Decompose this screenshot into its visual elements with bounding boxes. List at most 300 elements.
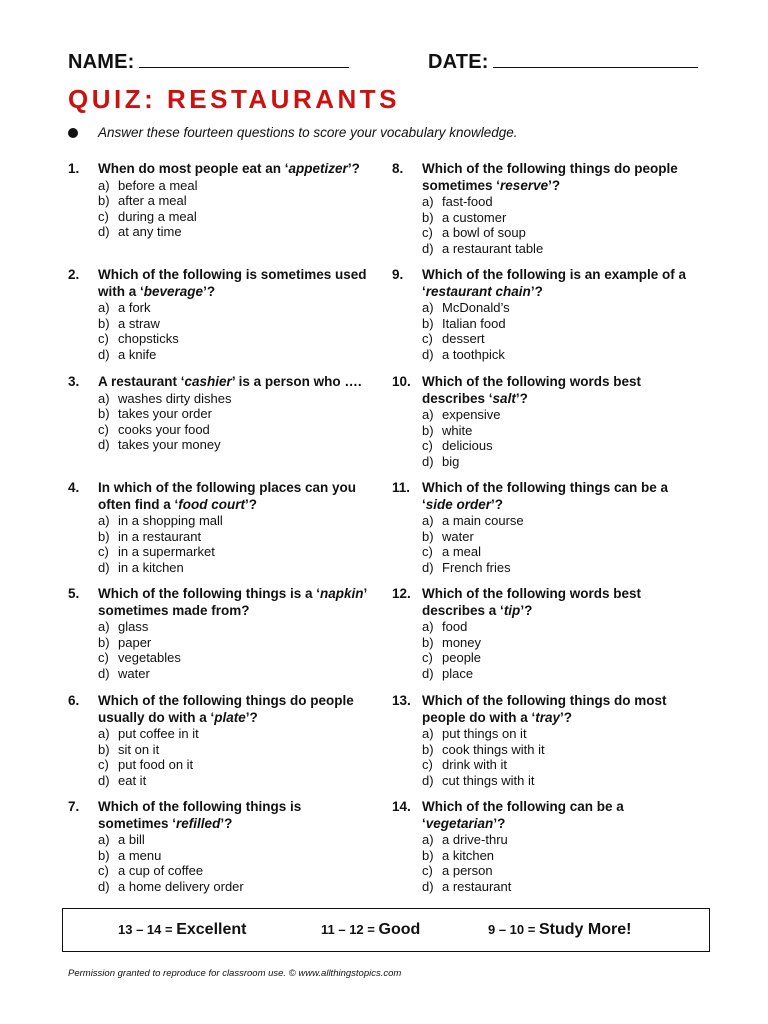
question-heading — [392, 267, 692, 300]
score-good — [321, 921, 420, 939]
option-letter: b) — [422, 209, 434, 225]
score-label: Good — [378, 921, 421, 938]
vocabulary-term: vegetarian — [425, 815, 494, 831]
question-heading — [68, 799, 368, 832]
question-text-post: ’? — [515, 390, 528, 406]
option-text: at any time — [118, 224, 182, 239]
score-range: 11 – 12 = — [321, 922, 375, 937]
option-text: after a meal — [118, 193, 187, 208]
option-letter: c) — [98, 757, 109, 772]
option-letter: c) — [98, 650, 109, 665]
question-text — [422, 693, 692, 726]
question-text — [422, 267, 692, 300]
option-letter: d) — [98, 665, 110, 681]
option-letter: b) — [98, 315, 110, 331]
question-10 — [392, 374, 692, 469]
score-range: 13 – 14 = — [118, 922, 173, 937]
question-number: 5. — [68, 586, 80, 601]
question-8 — [392, 161, 692, 256]
option-text: a toothpick — [442, 346, 505, 362]
score-label: Excellent — [176, 921, 247, 938]
answer-option[interactable] — [422, 635, 692, 651]
answer-option[interactable] — [422, 331, 692, 347]
vocabulary-term: appetizer — [288, 161, 348, 176]
score-key-box — [62, 908, 710, 952]
option-text: white — [442, 422, 473, 438]
question-text-post: ’? — [548, 177, 561, 193]
vocabulary-term: tray — [535, 709, 561, 725]
option-letter: a) — [422, 619, 434, 634]
bullet-icon — [68, 128, 78, 138]
option-letter: b) — [422, 528, 434, 544]
question-text — [98, 586, 368, 619]
option-text: delicious — [442, 438, 493, 453]
option-text: a meal — [442, 544, 482, 559]
question-number: 10. — [392, 374, 411, 389]
option-letter: a) — [422, 407, 434, 422]
option-letter: b) — [422, 315, 434, 331]
answer-options — [422, 407, 692, 469]
option-text: before a meal — [118, 177, 198, 193]
option-text: drink with it — [442, 757, 508, 772]
question-text-pre: Which of the following words best describes a ‘ — [422, 586, 641, 618]
answer-option[interactable] — [98, 848, 368, 864]
answer-options — [98, 832, 368, 894]
answer-option[interactable] — [98, 224, 368, 240]
answer-option[interactable] — [422, 863, 692, 879]
question-number: 4. — [68, 480, 80, 495]
answer-options — [98, 178, 368, 240]
score-excellent — [118, 921, 246, 939]
answer-option[interactable] — [422, 454, 692, 470]
option-text: vegetables — [118, 650, 181, 665]
answer-option[interactable] — [98, 193, 368, 209]
option-text: a bowl of soup — [442, 225, 526, 240]
question-12 — [392, 586, 692, 681]
option-letter: d) — [422, 665, 434, 681]
option-letter: d) — [98, 437, 110, 452]
answer-option[interactable] — [422, 316, 692, 332]
option-text: a person — [442, 863, 493, 878]
option-letter: d) — [98, 224, 110, 239]
option-text: a cup of coffee — [118, 863, 204, 878]
answer-option[interactable] — [98, 619, 368, 635]
question-number: 3. — [68, 374, 80, 389]
answer-option[interactable] — [98, 529, 368, 545]
answer-option[interactable] — [422, 879, 692, 895]
option-text: a fork — [118, 300, 151, 315]
question-text-post: ’ sometimes made from? — [98, 586, 367, 618]
answer-option[interactable] — [98, 742, 368, 758]
question-7 — [68, 799, 368, 894]
answer-options — [422, 194, 692, 256]
option-letter: c) — [422, 757, 433, 772]
option-letter: a) — [98, 300, 110, 315]
question-text-pre: Which of the following things can be a ‘ — [422, 480, 668, 512]
answer-option[interactable] — [422, 225, 692, 241]
answer-option[interactable] — [422, 300, 692, 316]
option-text: a bill — [118, 832, 145, 847]
option-letter: a) — [98, 726, 110, 741]
answer-option[interactable] — [422, 726, 692, 742]
option-text: money — [442, 634, 482, 650]
question-text-post: ’? — [493, 815, 506, 831]
option-text: fast-food — [442, 194, 493, 209]
answer-option[interactable] — [422, 438, 692, 454]
answer-option[interactable] — [422, 650, 692, 666]
question-text-pre: Which of the following things do people sometimes ‘ — [422, 161, 678, 193]
option-letter: c) — [422, 331, 433, 346]
option-text: put coffee in it — [118, 726, 199, 741]
answer-options — [98, 391, 368, 453]
option-letter: d) — [98, 346, 110, 362]
question-text-pre: Which of the following things do people usually do with a ‘ — [98, 693, 354, 725]
vocabulary-term: salt — [492, 390, 516, 406]
question-heading — [392, 693, 692, 726]
answer-option[interactable] — [98, 316, 368, 332]
answer-option[interactable] — [98, 347, 368, 363]
option-letter: b) — [98, 406, 110, 421]
question-text — [422, 374, 692, 407]
question-heading — [68, 586, 368, 619]
answer-option[interactable] — [98, 513, 368, 529]
option-text: cut things with it — [442, 772, 535, 788]
vocabulary-term: tip — [503, 602, 521, 618]
option-text: eat it — [118, 772, 147, 788]
option-text: in a shopping mall — [118, 513, 223, 528]
option-letter: a) — [98, 513, 110, 528]
vocabulary-term: napkin — [320, 586, 364, 601]
question-number: 7. — [68, 799, 80, 814]
option-text: a straw — [118, 315, 160, 331]
question-1 — [68, 161, 368, 240]
option-text: a main course — [442, 513, 524, 528]
option-text: put things on it — [442, 726, 527, 741]
question-text-post: ’ is a person who …. — [231, 374, 362, 389]
answer-options — [422, 300, 692, 362]
question-heading — [68, 480, 368, 513]
question-text-pre: Which of the following things is a ‘ — [98, 586, 320, 601]
score-label: Study More! — [538, 921, 632, 938]
score-study-more — [488, 921, 631, 939]
answer-option[interactable] — [98, 832, 368, 848]
answer-option[interactable] — [422, 210, 692, 226]
option-letter: a) — [98, 619, 110, 634]
option-letter: c) — [422, 863, 433, 878]
question-text-post: ’? — [220, 815, 233, 831]
option-text: a drive-thru — [442, 832, 508, 847]
option-text: a customer — [442, 209, 507, 225]
answer-option[interactable] — [98, 773, 368, 789]
option-text: people — [442, 650, 482, 665]
question-text-pre: In which of the following places can you often find a ‘ — [98, 480, 357, 512]
option-letter: d) — [98, 878, 110, 894]
answer-option[interactable] — [98, 209, 368, 225]
question-text — [98, 374, 368, 391]
answer-option[interactable] — [422, 241, 692, 257]
question-11 — [392, 480, 692, 575]
question-3 — [68, 374, 368, 453]
answer-option[interactable] — [422, 544, 692, 560]
answer-option[interactable] — [98, 300, 368, 316]
answer-option[interactable] — [98, 391, 368, 407]
question-number: 2. — [68, 267, 80, 282]
question-number: 6. — [68, 693, 80, 708]
question-14 — [392, 799, 692, 894]
score-range: 9 – 10 = — [488, 922, 536, 937]
option-letter: a) — [98, 832, 110, 847]
option-text: big — [442, 453, 460, 469]
option-letter: c) — [98, 208, 109, 224]
option-letter: a) — [422, 194, 434, 209]
option-text: French fries — [442, 559, 511, 575]
option-text: a restaurant table — [442, 240, 544, 256]
answer-option[interactable] — [422, 832, 692, 848]
answer-option[interactable] — [422, 423, 692, 439]
answer-option[interactable] — [422, 194, 692, 210]
answer-option[interactable] — [422, 773, 692, 789]
option-text: a kitchen — [442, 847, 495, 863]
question-heading — [68, 693, 368, 726]
question-text — [98, 161, 368, 178]
answer-option[interactable] — [422, 666, 692, 682]
option-text: sit on it — [118, 741, 160, 757]
question-text — [98, 267, 368, 300]
option-text: put food on it — [118, 757, 194, 772]
answer-option[interactable] — [422, 560, 692, 576]
answer-option[interactable] — [422, 347, 692, 363]
vocabulary-term: reserve — [500, 177, 549, 193]
option-text: a home delivery order — [118, 878, 244, 894]
option-text: in a kitchen — [118, 559, 184, 575]
option-text: a menu — [118, 847, 162, 863]
question-heading — [68, 161, 368, 178]
answer-options — [98, 619, 368, 681]
question-number: 13. — [392, 693, 411, 708]
answer-option[interactable] — [422, 848, 692, 864]
question-text-post: ’? — [245, 496, 257, 512]
question-heading — [392, 480, 692, 513]
date-blank-line[interactable] — [493, 50, 698, 68]
option-text: water — [118, 665, 150, 681]
option-text: during a meal — [118, 208, 197, 224]
option-text: a restaurant — [442, 878, 512, 894]
question-text — [422, 161, 692, 194]
vocabulary-term: food court — [178, 496, 245, 512]
question-text — [422, 586, 692, 619]
name-label: NAME: — [68, 51, 135, 73]
answer-options — [422, 832, 692, 894]
answer-options — [98, 513, 368, 575]
option-text: water — [442, 528, 474, 544]
question-heading — [392, 799, 692, 832]
option-letter: a) — [422, 726, 434, 741]
date-field — [428, 50, 698, 74]
question-text-pre: Which of the following words best describes ‘ — [422, 374, 641, 406]
question-text-post: ’? — [530, 283, 543, 299]
answer-option[interactable] — [98, 863, 368, 879]
vocabulary-term: side order — [425, 496, 492, 512]
answer-option[interactable] — [98, 879, 368, 895]
question-heading — [68, 374, 368, 391]
question-text-pre: A restaurant ‘ — [98, 374, 185, 389]
option-letter: b) — [422, 847, 434, 863]
option-letter: b) — [422, 634, 434, 650]
option-text: food — [442, 619, 468, 634]
question-text-pre: When do most people eat an ‘ — [98, 161, 289, 176]
answer-option[interactable] — [422, 619, 692, 635]
question-number: 14. — [392, 799, 411, 814]
option-letter: c) — [422, 438, 433, 453]
footer-permission: Permission granted to reproduce for classroom use. © www.allthingstopics.com — [68, 968, 402, 979]
answer-option[interactable] — [422, 742, 692, 758]
option-letter: c) — [422, 544, 433, 559]
option-text: takes your money — [118, 437, 221, 452]
option-text: a knife — [118, 346, 157, 362]
answer-options — [422, 513, 692, 575]
question-heading — [392, 586, 692, 619]
option-letter: a) — [422, 300, 434, 315]
option-letter: d) — [422, 453, 434, 469]
question-number: 8. — [392, 161, 404, 176]
question-4 — [68, 480, 368, 575]
answer-option[interactable] — [98, 437, 368, 453]
option-letter: c) — [98, 544, 109, 559]
question-number: 9. — [392, 267, 404, 282]
option-letter: c) — [422, 225, 433, 240]
question-text — [98, 799, 368, 832]
option-text: expensive — [442, 407, 501, 422]
option-letter: b) — [98, 741, 110, 757]
question-13 — [392, 693, 692, 788]
date-label: DATE: — [428, 51, 489, 73]
answer-options — [422, 619, 692, 681]
option-letter: b) — [98, 634, 110, 650]
vocabulary-term: refilled — [176, 815, 221, 831]
option-letter: b) — [98, 193, 110, 208]
question-text-post: ’? — [245, 709, 258, 725]
option-text: washes dirty dishes — [118, 390, 232, 406]
question-text-post: ’? — [520, 602, 533, 618]
option-letter: d) — [422, 772, 434, 788]
option-letter: c) — [98, 421, 109, 437]
answer-option[interactable] — [98, 544, 368, 560]
question-6 — [68, 693, 368, 788]
option-letter: c) — [422, 650, 433, 665]
answer-option[interactable] — [422, 513, 692, 529]
answer-option[interactable] — [98, 422, 368, 438]
page-title: QUIZ: RESTAURANTS — [68, 84, 401, 114]
option-text: glass — [118, 619, 149, 634]
option-text: in a supermarket — [118, 544, 215, 559]
question-text-post: ’? — [347, 161, 360, 176]
answer-options — [98, 726, 368, 788]
option-letter: c) — [98, 331, 109, 346]
question-text — [422, 480, 692, 513]
question-text-pre: Which of the following things is sometimes ‘ — [98, 799, 302, 831]
option-text: takes your order — [118, 406, 212, 421]
answer-option[interactable] — [98, 331, 368, 347]
option-letter: d) — [422, 878, 434, 894]
question-heading — [392, 374, 692, 407]
answer-option[interactable] — [98, 757, 368, 773]
name-field — [68, 50, 349, 74]
answer-option[interactable] — [98, 178, 368, 194]
vocabulary-term: cashier — [184, 374, 232, 389]
answer-options — [422, 726, 692, 788]
instructions-text: Answer these fourteen questions to score your vocabulary knowledge. — [98, 125, 518, 140]
question-text — [422, 799, 692, 832]
name-blank-line[interactable] — [139, 50, 349, 68]
question-heading — [392, 161, 692, 194]
answer-option[interactable] — [98, 635, 368, 651]
option-letter: a) — [422, 832, 434, 847]
option-letter: c) — [98, 863, 109, 878]
answer-option[interactable] — [98, 666, 368, 682]
option-letter: d) — [98, 559, 110, 575]
vocabulary-term: plate — [214, 709, 246, 725]
question-text-post: ’? — [560, 709, 573, 725]
question-text-pre: Which of the following is an example of a ‘ — [422, 267, 687, 299]
option-text: paper — [118, 634, 152, 650]
option-letter: d) — [422, 559, 434, 575]
option-letter: a) — [98, 177, 110, 193]
answer-options — [98, 300, 368, 362]
option-text: dessert — [442, 331, 485, 346]
option-letter: a) — [98, 390, 110, 406]
answer-option[interactable] — [98, 650, 368, 666]
option-letter: d) — [422, 346, 434, 362]
vocabulary-term: beverage — [143, 283, 204, 299]
question-text — [98, 693, 368, 726]
question-text-pre: Which of the following can be a ‘ — [422, 799, 624, 831]
question-heading — [68, 267, 368, 300]
question-9 — [392, 267, 692, 362]
question-text-pre: Which of the following is sometimes used with a ‘ — [98, 267, 367, 299]
option-letter: a) — [422, 513, 434, 528]
option-text: cook things with it — [442, 741, 545, 757]
option-text: chopsticks — [118, 331, 179, 346]
question-2 — [68, 267, 368, 362]
question-number: 12. — [392, 586, 411, 601]
option-letter: d) — [422, 240, 434, 256]
question-5 — [68, 586, 368, 681]
question-number: 1. — [68, 161, 80, 176]
question-text — [98, 480, 368, 513]
option-text: McDonald’s — [442, 300, 510, 315]
answer-option[interactable] — [98, 406, 368, 422]
answer-option[interactable] — [422, 407, 692, 423]
option-letter: b) — [422, 422, 434, 438]
answer-option[interactable] — [422, 529, 692, 545]
option-letter: b) — [98, 528, 110, 544]
question-text-pre: Which of the following things do most people do with a ‘ — [422, 693, 667, 725]
option-letter: d) — [98, 772, 110, 788]
answer-option[interactable] — [98, 560, 368, 576]
option-letter: b) — [422, 741, 434, 757]
option-text: place — [442, 665, 474, 681]
option-text: in a restaurant — [118, 528, 202, 544]
question-text-post: ’? — [203, 283, 216, 299]
answer-option[interactable] — [98, 726, 368, 742]
question-text-post: ’? — [491, 496, 504, 512]
option-letter: b) — [98, 847, 110, 863]
answer-option[interactable] — [422, 757, 692, 773]
instructions — [68, 125, 518, 140]
option-text: cooks your food — [118, 421, 210, 437]
option-text: Italian food — [442, 315, 506, 331]
question-number: 11. — [392, 480, 411, 495]
